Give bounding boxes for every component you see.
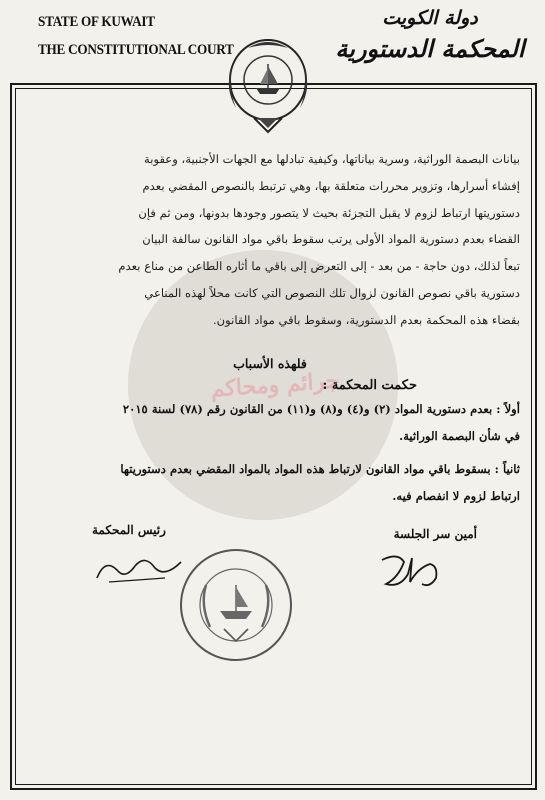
verdict-item-first <box>22 396 520 450</box>
body-line: دستوريتها ارتباط لزوم لا يقبل التجزئة بحيث لا يتصور وجودها بدونها، ومن ثم فإن <box>138 205 520 220</box>
watermark-text: جرائم ومحاكم <box>209 367 341 403</box>
reasons-heading: فلهذه الأسباب <box>233 356 307 371</box>
secretary-signature-icon <box>378 548 448 593</box>
judgment-body <box>22 146 520 334</box>
court-name-ar: المحكمة الدستورية <box>335 34 525 63</box>
body-line: إفشاء أسرارها، وتزوير محررات متعلقة بها، وهي ترتبط بالنصوص المقضي بعدم <box>142 178 520 193</box>
court-seal-stamp-icon <box>176 545 296 665</box>
verdict-item-second <box>22 456 520 510</box>
english-letterhead <box>38 8 234 64</box>
verdict-line: ارتباط لزوم لا انفصام فيه. <box>392 489 520 503</box>
verdict-line: في شأن البصمة الوراثية. <box>399 429 520 443</box>
kuwait-emblem-icon <box>218 28 318 138</box>
verdict-line: ثانياً : بسقوط باقي مواد القانون لارتباط هذه المواد بالمواد المقضي بعدم دستوريتها <box>120 462 520 476</box>
verdict-line: أولاً : بعدم دستورية المواد (٢) و(٤) و(٨) و(١١) من القانون رقم (٧٨) لسنة ٢٠١٥ <box>122 402 520 416</box>
verdict-title: حكمت المحكمة : <box>322 378 417 393</box>
body-line: القضاء بعدم دستورية المواد الأولى يرتب سقوط باقي مواد القانون سالفة البيان <box>142 232 520 247</box>
president-signature-label: رئيس المحكمة <box>92 523 166 537</box>
court-name-en: THE CONSTITUTIONAL COURT <box>38 42 234 58</box>
state-name-ar: دولة الكويت <box>382 7 478 29</box>
state-name-en: STATE OF KUWAIT <box>38 14 155 30</box>
body-line: بقضاء هذه المحكمة بعدم الدستورية، وسقوط باقي مواد القانون. <box>212 312 520 327</box>
body-line: بيانات البصمة الوراثية، وسرية بياناتها، وكيفية تبادلها مع الجهات الأجنبية، وعقوبة <box>144 152 520 166</box>
president-signature-icon <box>95 548 185 588</box>
body-line: دستورية باقي نصوص القانون لزوال تلك النصوص التي كانت محلاً لهذه المناعي <box>144 285 520 300</box>
body-line: تبعاً لذلك، دون حاجة - من بعد - إلى التعرض إلى باقي ما أثاره الطاعن من مناع بعدم <box>118 259 520 274</box>
arabic-letterhead <box>335 4 525 66</box>
secretary-signature-label: أمين سر الجلسة <box>393 527 477 541</box>
